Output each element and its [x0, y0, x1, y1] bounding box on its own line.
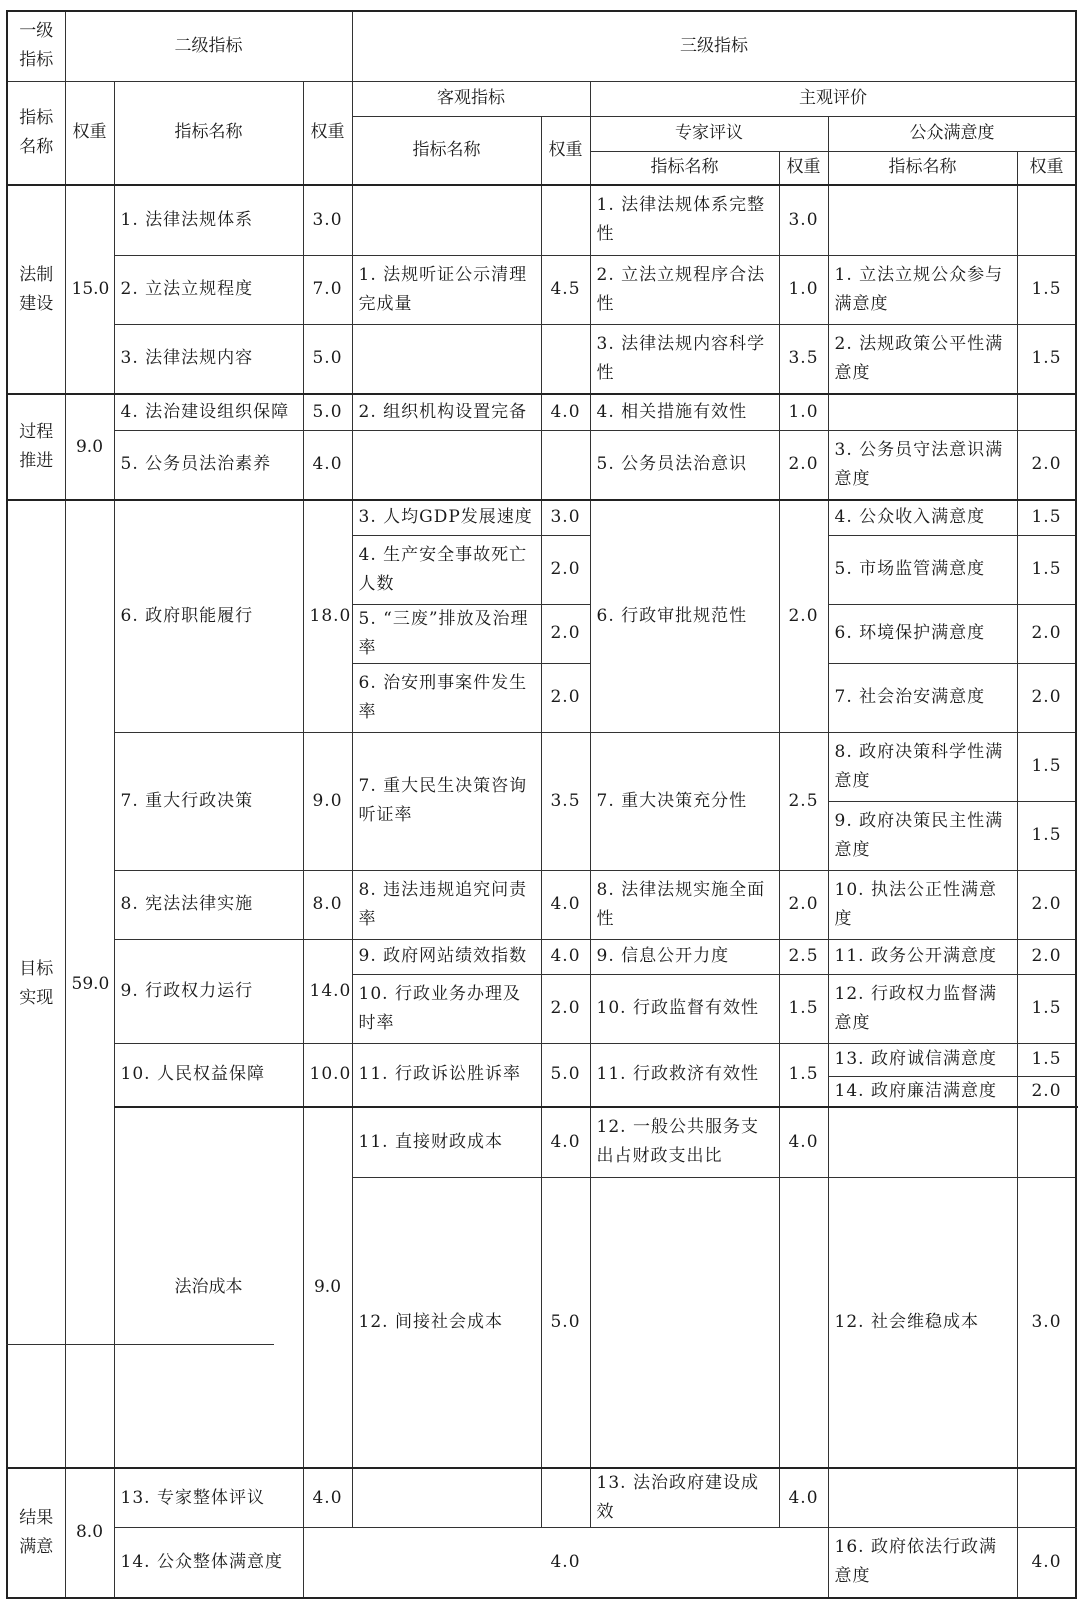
exp-name: 7. 重大决策充分性	[590, 732, 779, 870]
header-objective: 客观指标	[352, 81, 590, 116]
exp-weight	[1017, 1107, 1076, 1177]
obj-weight: 2.0	[541, 974, 590, 1043]
pub-weight	[1017, 1468, 1076, 1528]
l2-name: 13. 专家整体评议	[114, 1468, 303, 1528]
header-l2-name: 指标名称	[114, 81, 303, 185]
l2-weight: 4.0	[303, 1468, 352, 1528]
pub-name: 6. 环境保护满意度	[828, 604, 1017, 663]
l2-weight: 5.0	[541, 1177, 590, 1468]
obj-weight: 4.5	[541, 255, 590, 324]
l2-name: 11. 直接财政成本	[352, 1107, 541, 1177]
pub-name: 3. 公务员守法意识满意度	[828, 430, 1017, 500]
l1-weight: 9.0	[65, 394, 114, 500]
exp-weight: 2.0	[779, 870, 828, 939]
header-obj-weight: 权重	[541, 116, 590, 185]
header-level3: 三级指标	[352, 11, 1076, 81]
exp-name: 11. 行政救济有效性	[590, 1043, 779, 1107]
pub-weight: 1.5	[1017, 801, 1076, 870]
l2-name: 5. 公务员法治素养	[114, 430, 303, 500]
l2-weight: 4.0	[541, 1107, 590, 1177]
exp-name: 9. 信息公开力度	[590, 939, 779, 974]
pub-weight: 2.0	[1017, 663, 1076, 732]
l2-weight: 9.0	[303, 732, 352, 870]
obj-weight	[541, 324, 590, 394]
header-level1: 一级指标	[7, 11, 65, 81]
l2-weight: 5.0	[303, 394, 352, 430]
pub-weight: 2.0	[1017, 939, 1076, 974]
l2-name: 8. 宪法法律实施	[114, 870, 303, 939]
pub-weight: 2.0	[1017, 604, 1076, 663]
pub-weight	[1017, 185, 1076, 255]
table-row	[7, 870, 1076, 939]
pub-weight: 1.5	[1017, 324, 1076, 394]
table-row	[7, 500, 1076, 535]
obj-name: 7. 重大民生决策咨询听证率	[352, 732, 541, 870]
l2-name: 9. 行政权力运行	[114, 939, 303, 1043]
exp-weight: 2.0	[779, 500, 828, 732]
l2-name: 14. 公众整体满意度	[114, 1528, 303, 1598]
obj-name	[590, 1177, 779, 1468]
exp-name: 4. 相关措施有效性	[590, 394, 779, 430]
exp-weight: 1.5	[779, 974, 828, 1043]
table-row	[7, 1528, 1076, 1598]
pub-weight: 1.5	[1017, 1043, 1076, 1076]
table-row	[7, 394, 1076, 430]
table-row	[7, 939, 1076, 974]
table-row	[7, 732, 1076, 801]
pub-weight: 4.0	[1017, 1528, 1076, 1598]
pub-name: 14. 政府廉洁满意度	[828, 1076, 1017, 1107]
obj-name: 10. 行政业务办理及时率	[352, 974, 541, 1043]
obj-name	[352, 1468, 541, 1528]
obj-name: 1. 法规听证公示清理完成量	[352, 255, 541, 324]
footnote-rule	[6, 1344, 274, 1345]
pub-name	[828, 1468, 1017, 1528]
pub-name: 11. 政务公开满意度	[828, 939, 1017, 974]
exp-weight: 1.0	[779, 394, 828, 430]
exp-name: 10. 行政监督有效性	[590, 974, 779, 1043]
obj-name: 2. 组织机构设置完备	[352, 394, 541, 430]
obj-weight	[541, 1468, 590, 1528]
l2-weight: 18.0	[303, 500, 352, 732]
obj-name: 5. “三废”排放及治理率	[352, 604, 541, 663]
obj-weight: 5.0	[541, 1043, 590, 1107]
pub-name: 12. 行政权力监督满意度	[828, 974, 1017, 1043]
l2-name: 10. 人民权益保障	[114, 1043, 303, 1107]
exp-name: 5. 公务员法治意识	[590, 430, 779, 500]
l2-weight: 7.0	[303, 255, 352, 324]
l2-weight: 4.0	[303, 430, 352, 500]
header-obj-name: 指标名称	[352, 116, 541, 185]
table-row	[7, 1468, 1076, 1528]
pub-name: 10. 执法公正性满意度	[828, 870, 1017, 939]
table-row	[7, 324, 1076, 394]
header-subjective: 主观评价	[590, 81, 1076, 116]
table-row	[7, 430, 1076, 500]
l2-name: 12. 间接社会成本	[352, 1177, 541, 1468]
pub-weight: 1.5	[1017, 732, 1076, 801]
l1-weight: 15.0	[65, 185, 114, 394]
pub-weight: 2.0	[1017, 430, 1076, 500]
pub-name: 9. 政府决策民主性满意度	[828, 801, 1017, 870]
l1-name: 目标实现	[7, 500, 65, 1468]
pub-name: 5. 市场监管满意度	[828, 535, 1017, 604]
obj-weight: 4.0	[541, 870, 590, 939]
exp-weight: 2.0	[779, 430, 828, 500]
obj-name: 12. 一般公共服务支出占财政支出比	[590, 1107, 779, 1177]
header-l1-name: 指标名称	[7, 81, 65, 185]
pub-name	[828, 394, 1017, 430]
l2-weight: 4.0	[303, 1528, 828, 1598]
obj-name: 11. 行政诉讼胜诉率	[352, 1043, 541, 1107]
header-exp-weight: 权重	[779, 151, 828, 185]
exp-name: 12. 社会维稳成本	[828, 1177, 1017, 1468]
indicator-table	[6, 10, 1077, 1599]
header-public: 公众满意度	[828, 116, 1076, 151]
l2-name: 7. 重大行政决策	[114, 732, 303, 870]
table-row	[7, 255, 1076, 324]
obj-weight: 3.0	[541, 500, 590, 535]
l2-weight: 5.0	[303, 324, 352, 394]
obj-name: 3. 人均GDP发展速度	[352, 500, 541, 535]
exp-name	[828, 1107, 1017, 1177]
header-l2-weight: 权重	[303, 81, 352, 185]
exp-name: 3. 法律法规内容科学性	[590, 324, 779, 394]
pub-name: 2. 法规政策公平性满意度	[828, 324, 1017, 394]
exp-name: 6. 行政审批规范性	[590, 500, 779, 732]
exp-weight: 3.0	[779, 185, 828, 255]
exp-weight: 2.5	[779, 732, 828, 870]
obj-weight	[541, 430, 590, 500]
obj-weight: 2.0	[541, 535, 590, 604]
pub-name: 8. 政府决策科学性满意度	[828, 732, 1017, 801]
l1-weight: 8.0	[65, 1468, 114, 1598]
obj-name	[352, 324, 541, 394]
obj-name	[352, 185, 541, 255]
l2-weight: 14.0	[303, 939, 352, 1043]
header-pub-name: 指标名称	[828, 151, 1017, 185]
obj-weight: 2.0	[541, 604, 590, 663]
pub-weight: 1.5	[1017, 500, 1076, 535]
pub-name: 1. 立法立规公众参与满意度	[828, 255, 1017, 324]
exp-weight: 3.5	[779, 324, 828, 394]
exp-weight: 1.5	[779, 1043, 828, 1107]
l1-name: 法制建设	[7, 185, 65, 394]
l1-name: 法治成本	[114, 1107, 303, 1468]
l2-weight: 3.0	[303, 185, 352, 255]
pub-weight: 1.5	[1017, 535, 1076, 604]
exp-weight: 4.0	[779, 1468, 828, 1528]
table-row	[7, 185, 1076, 255]
header-l1-weight: 权重	[65, 81, 114, 185]
exp-weight: 3.0	[1017, 1177, 1076, 1468]
pub-weight: 1.5	[1017, 974, 1076, 1043]
exp-name: 1. 法律法规体系完整性	[590, 185, 779, 255]
l1-name: 结果满意	[7, 1468, 65, 1598]
l2-weight: 10.0	[303, 1043, 352, 1107]
pub-name	[828, 185, 1017, 255]
pub-weight: 2.0	[1017, 1076, 1076, 1107]
table-row	[7, 1107, 1076, 1177]
l1-name: 过程推进	[7, 394, 65, 500]
obj-name: 9. 政府网站绩效指数	[352, 939, 541, 974]
exp-weight: 2.5	[779, 939, 828, 974]
l2-name: 6. 政府职能履行	[114, 500, 303, 732]
l2-name: 1. 法律法规体系	[114, 185, 303, 255]
header-exp-name: 指标名称	[590, 151, 779, 185]
pub-weight: 1.5	[1017, 255, 1076, 324]
pub-name: 4. 公众收入满意度	[828, 500, 1017, 535]
obj-weight	[541, 185, 590, 255]
table-row	[7, 1043, 1076, 1076]
exp-name: 13. 法治政府建设成效	[590, 1468, 779, 1528]
obj-weight: 4.0	[779, 1107, 828, 1177]
header-pub-weight: 权重	[1017, 151, 1076, 185]
l2-name: 3. 法律法规内容	[114, 324, 303, 394]
obj-weight: 4.0	[541, 939, 590, 974]
l2-weight: 8.0	[303, 870, 352, 939]
pub-weight: 2.0	[1017, 870, 1076, 939]
l1-weight: 9.0	[303, 1107, 352, 1468]
l2-name: 2. 立法立规程度	[114, 255, 303, 324]
header-expert: 专家评议	[590, 116, 828, 151]
pub-weight	[1017, 394, 1076, 430]
obj-name: 6. 治安刑事案件发生率	[352, 663, 541, 732]
l2-name: 4. 法治建设组织保障	[114, 394, 303, 430]
obj-name: 4. 生产安全事故死亡人数	[352, 535, 541, 604]
obj-weight	[779, 1177, 828, 1468]
obj-weight: 3.5	[541, 732, 590, 870]
exp-weight: 1.0	[779, 255, 828, 324]
pub-name: 7. 社会治安满意度	[828, 663, 1017, 732]
exp-name: 8. 法律法规实施全面性	[590, 870, 779, 939]
l1-weight: 59.0	[65, 500, 114, 1468]
pub-name: 13. 政府诚信满意度	[828, 1043, 1017, 1076]
obj-name: 8. 违法违规追究问责率	[352, 870, 541, 939]
obj-name	[352, 430, 541, 500]
exp-name: 2. 立法立规程序合法性	[590, 255, 779, 324]
obj-weight: 4.0	[541, 394, 590, 430]
pub-name: 16. 政府依法行政满意度	[828, 1528, 1017, 1598]
header-level2: 二级指标	[65, 11, 352, 81]
obj-weight: 2.0	[541, 663, 590, 732]
